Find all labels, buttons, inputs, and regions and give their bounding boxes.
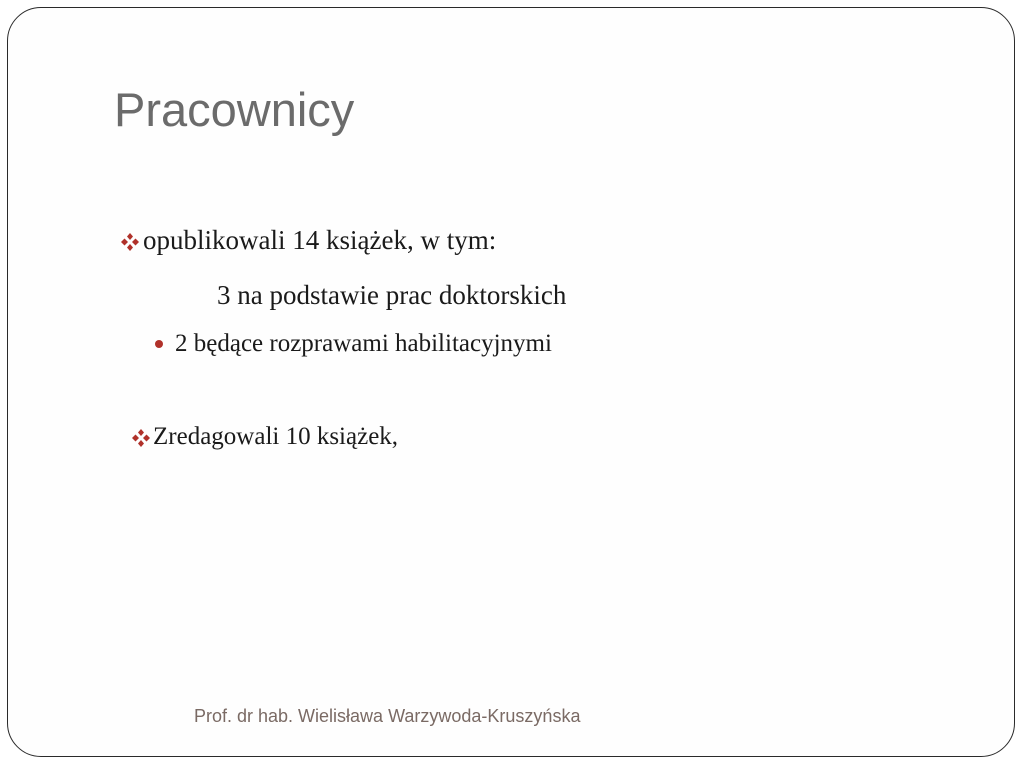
subline-doctoral-works: 3 na podstawie prac doktorskich bbox=[217, 280, 567, 310]
slide-title: Pracownicy bbox=[114, 83, 355, 136]
bullet-text-edited-books: Zredagowali 10 książek, bbox=[153, 423, 399, 450]
diamond-cluster-icon bbox=[120, 232, 140, 252]
dot-icon bbox=[155, 340, 163, 348]
slide-footer: Prof. dr hab. Wielisława Warzywoda-Kruszyńska bbox=[194, 706, 581, 726]
diamond-cluster-icon bbox=[131, 428, 151, 448]
sub-bullet-habilitation-works: 2 będące rozprawami habilitacyjnymi bbox=[175, 330, 552, 357]
bullet-text-published-books: opublikowali 14 książek, w tym: bbox=[143, 225, 497, 255]
